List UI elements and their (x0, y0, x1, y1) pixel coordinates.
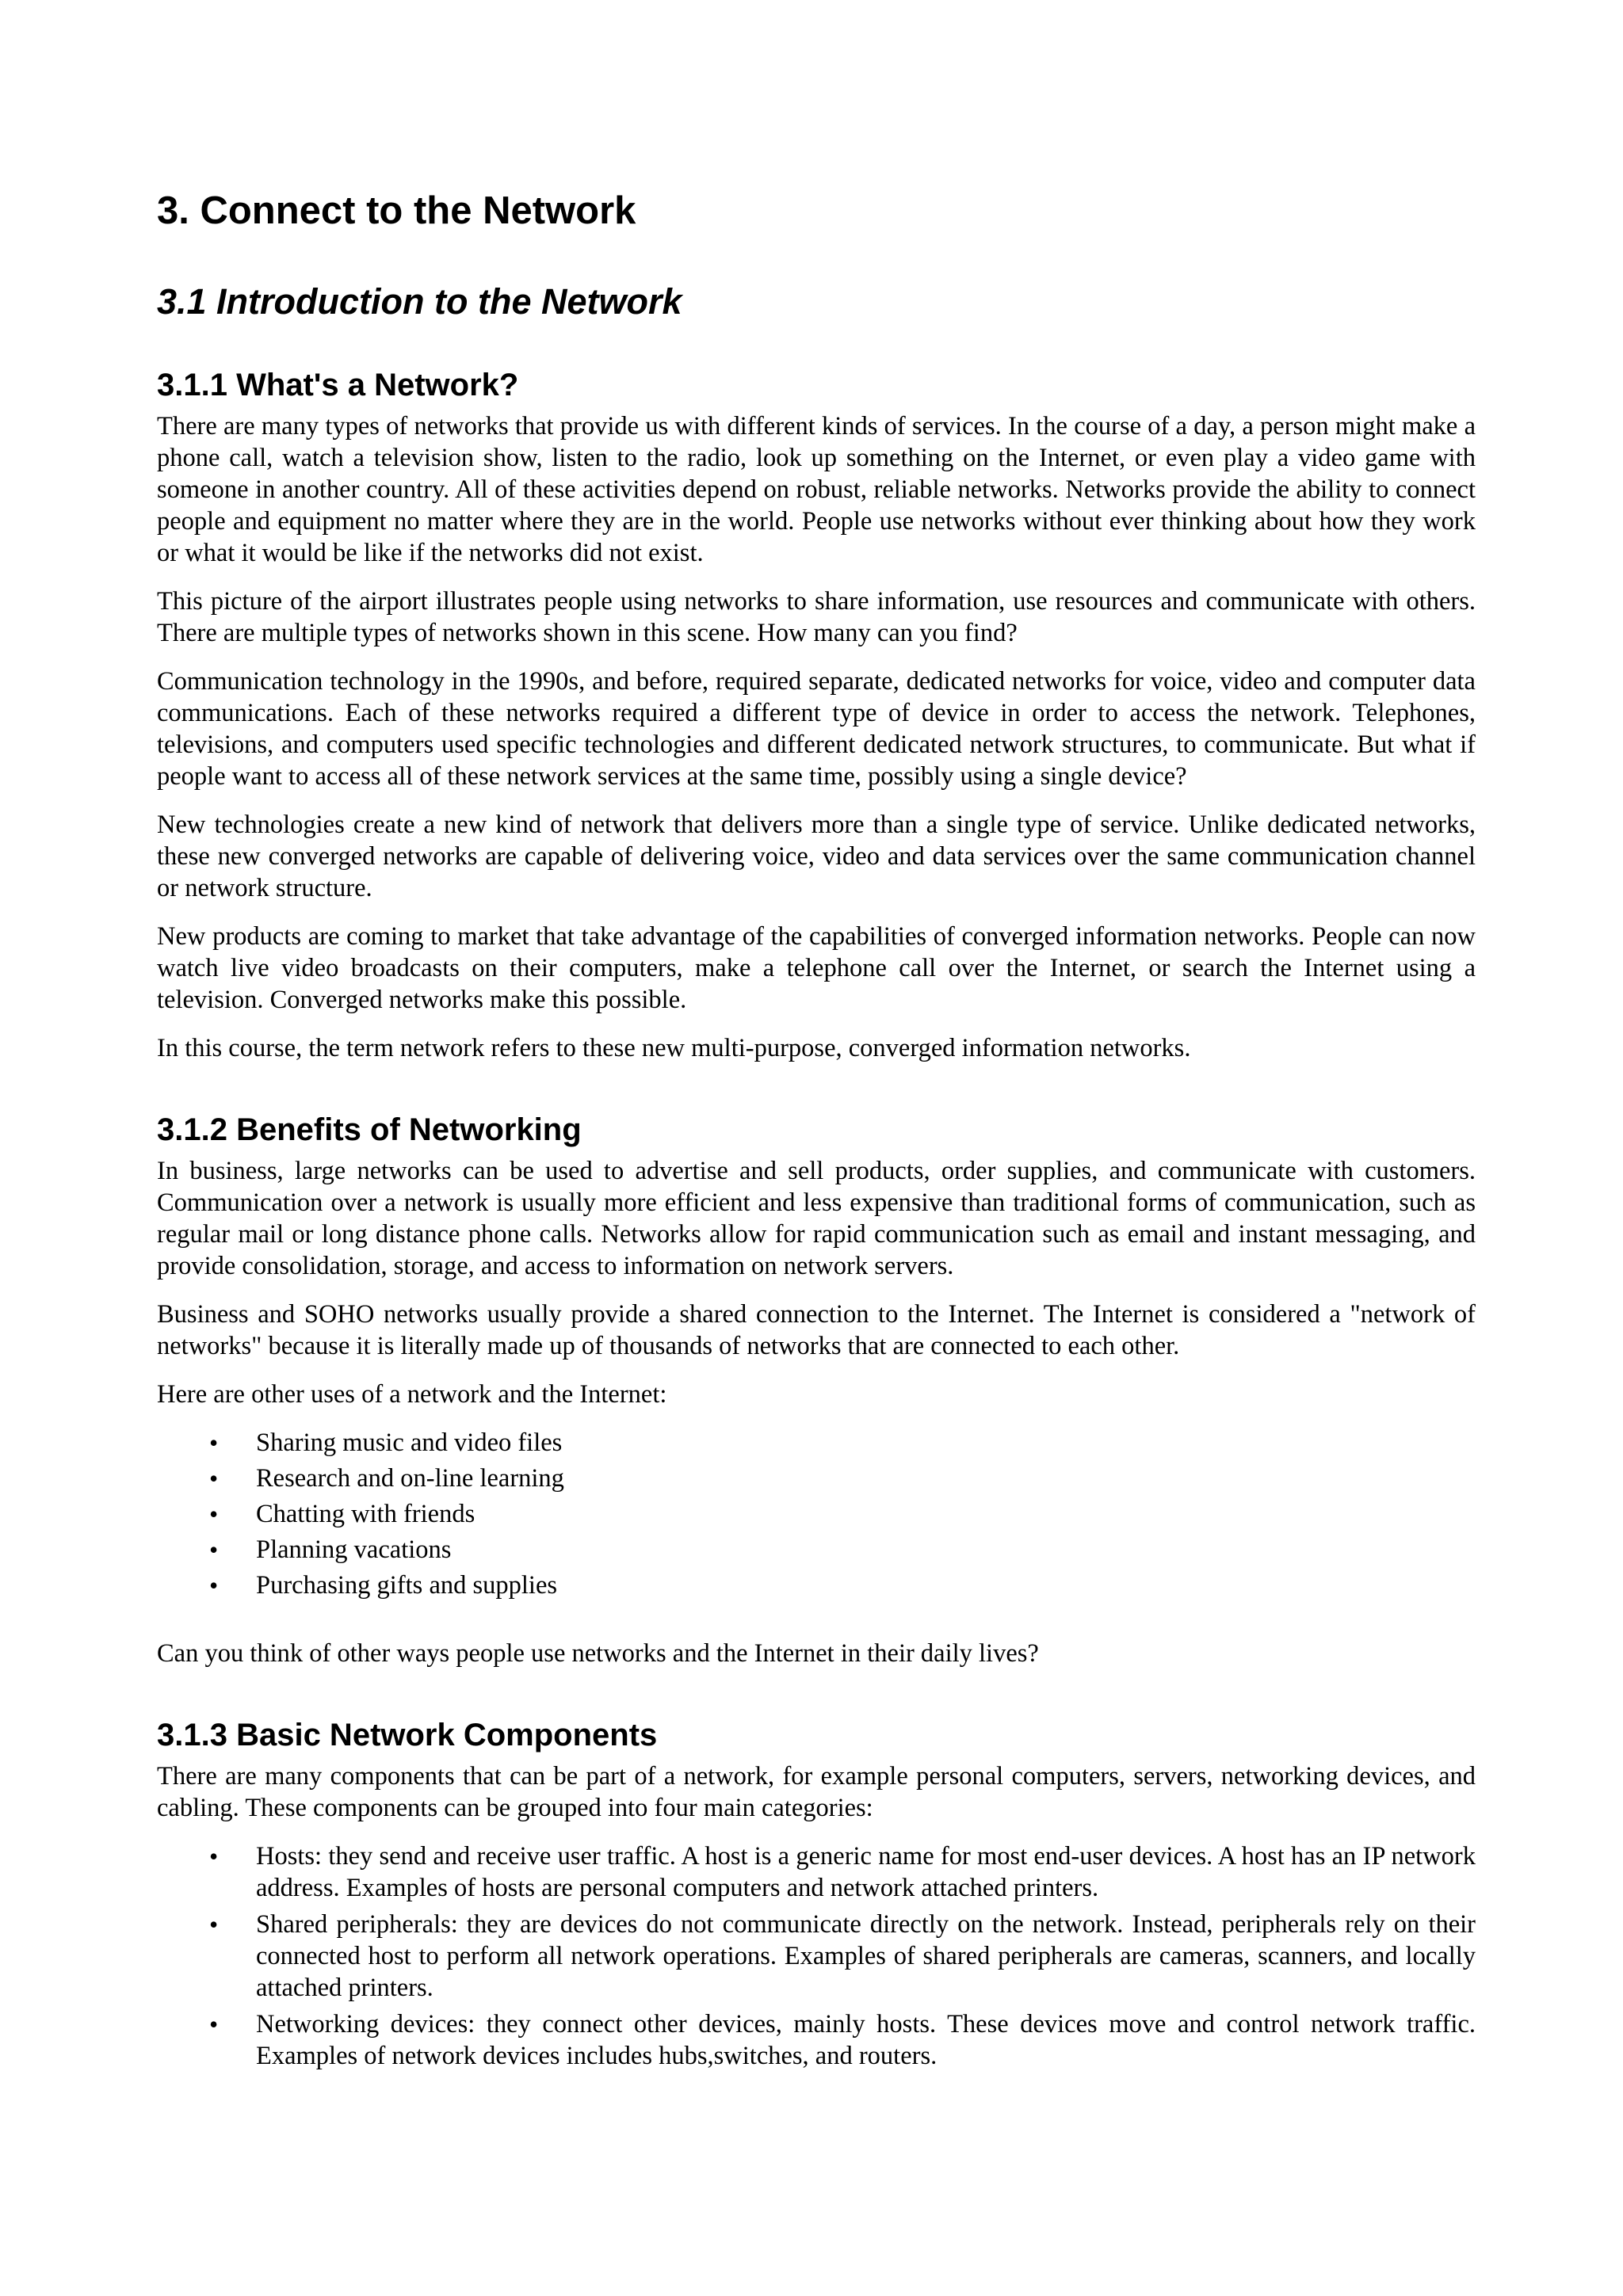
paragraph: Business and SOHO networks usually provide a shared connection to the Internet. The Internet is considered a "network of networks" because it is literally made up of thousands of networks that are connected to each other. (157, 1300, 1476, 1360)
section-title: 3.1 Introduction to the Network (157, 281, 682, 322)
list-item: • Networking devices: they connect other devices, mainly hosts. These devices move and control network traffic. Examples of network devices includes hubs,switches, and routers. (209, 2010, 1476, 2070)
subsection-title-3-1-1: 3.1.1 What's a Network? (157, 368, 519, 402)
network-uses-list (157, 1427, 1476, 1601)
subsection-title-3-1-2: 3.1.2 Benefits of Networking (157, 1112, 582, 1147)
list-item: • Hosts: they send and receive user traffic. A host is a generic name for most end-user devices. A host has an IP network address. Examples of hosts are personal computers and network attached printers. (209, 1842, 1476, 1902)
document-page (157, 0, 1476, 2077)
bullet-icon: • (209, 1500, 219, 1528)
bullet-icon: • (209, 1535, 219, 1564)
paragraph: In business, large networks can be used to advertise and sell products, order supplies, and communicate with customers. Communication over a network is usually more efficient and less expensive than traditional forms of communication, such as regular mail or long distance phone calls. Networks allow for rapid communication such as email and instant messaging, and provide consolidation, storage, and access to information on network servers. (157, 1157, 1476, 1280)
bullet-icon: • (209, 1910, 219, 1939)
paragraph: Communication technology in the 1990s, and before, required separate, dedicated networks for voice, video and computer data communications. Each of these networks required a different type of device in order to access the network. Telephones, televisions, and computers used specific technologies and different dedicated network structures, to communicate. But what if people want to access all of these network services at the same time, possibly using a single device? (157, 667, 1476, 791)
paragraph: In this course, the term network refers to these new multi-purpose, converged information networks. (157, 1034, 1191, 1062)
paragraph: Here are other uses of a network and the Internet: (157, 1380, 667, 1409)
list-item: • Research and on-line learning (209, 1464, 564, 1493)
paragraph: There are many components that can be part of a network, for example personal computers, servers, networking devices, and cabling. These components can be grouped into four main categories: (157, 1762, 1476, 1822)
paragraph: New technologies create a new kind of network that delivers more than a single type of service. Unlike dedicated networks, these new converged networks are capable of delivering voice, video and data services over the same communication channel or network structure. (157, 810, 1476, 902)
paragraph: This picture of the airport illustrates people using networks to share information, use resources and communicate with others. There are multiple types of networks shown in this scene. How many can you find? (157, 587, 1476, 647)
network-components-list (157, 1840, 1476, 2072)
paragraph: Can you think of other ways people use networks and the Internet in their daily lives? (157, 1639, 1039, 1668)
list-item: • Shared peripherals: they are devices do not communicate directly on the network. Instead, peripherals rely on their connected host to perform all network operations. Examples of shared peripherals are cameras, scanners, and locally attached printers. (209, 1910, 1476, 2002)
list-item: • Chatting with friends (209, 1500, 475, 1528)
list-item: • Purchasing gifts and supplies (209, 1571, 558, 1600)
bullet-icon: • (209, 1842, 219, 1871)
bullet-icon: • (209, 1428, 219, 1457)
subsection-title-3-1-3: 3.1.3 Basic Network Components (157, 1718, 658, 1753)
paragraph: New products are coming to market that take advantage of the capabilities of converged information networks. People can now watch live video broadcasts on their computers, make a telephone call over the Internet, or search the Internet using a television. Converged networks make this possible. (157, 922, 1476, 1014)
bullet-icon: • (209, 1464, 219, 1493)
bullet-icon: • (209, 1571, 219, 1600)
paragraph: There are many types of networks that provide us with different kinds of services. In the course of a day, a person might make a phone call, watch a television show, listen to the radio, look up something on the Internet, or even play a video game with someone in another country. All of these activities depend on robust, reliable networks. Networks provide the ability to connect people and equipment no matter where they are in the world. People use networks without ever thinking about how they work or what it would be like if the networks did not exist. (157, 412, 1476, 567)
bullet-icon: • (209, 2010, 219, 2039)
chapter-title: 3. Connect to the Network (157, 189, 636, 232)
list-item: • Planning vacations (209, 1535, 452, 1564)
list-item: • Sharing music and video files (209, 1428, 563, 1457)
